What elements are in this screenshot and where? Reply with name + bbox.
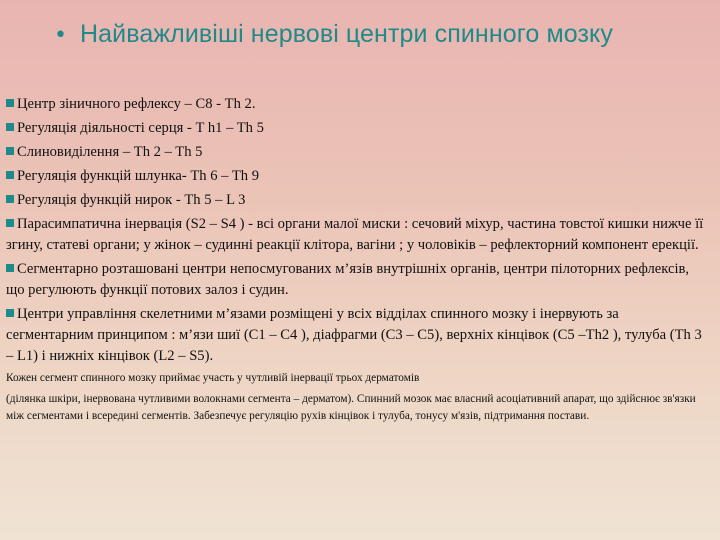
list-item: [6, 214, 710, 256]
list-item-text: Парасимпатична інервація (S2 – S4 ) - всі органи малої миски : сечовий міхур, частина товстої кишки нижче її згину, статеві органи; у жінок – судинні реакції клітора, вагіни ; у чоловіків – рефлекторний компонент ерекції.: [6, 216, 704, 253]
bullet-list: [6, 94, 710, 425]
square-bullet-icon: [6, 123, 14, 131]
list-item: [6, 94, 710, 115]
list-item: [6, 259, 710, 301]
square-bullet-icon: [6, 171, 14, 179]
slide-title: Найважливіші нервові центри спинного мозку: [80, 20, 613, 48]
list-item-text: Центр зіничного рефлексу – С8 - Th 2.: [17, 96, 256, 112]
list-item-text: Слиновиділення – Th 2 – Th 5: [17, 144, 203, 160]
square-bullet-icon: [6, 264, 14, 272]
list-item-text: Регуляція функцій нирок - Th 5 – L 3: [17, 192, 246, 208]
list-item-text: Регуляція функцій шлунка- Th 6 – Th 9: [17, 168, 260, 184]
square-bullet-icon: [6, 219, 14, 227]
title-bullet-icon: •: [54, 23, 67, 48]
slide-title-row: [54, 20, 694, 49]
list-item: [6, 304, 710, 367]
footnote-text: Кожен сегмент спинного мозку приймає участь у чутливій інервації трьох дерматомів: [6, 372, 420, 384]
list-item-text: Регуляція діяльності серця - T h1 – Th 5: [17, 120, 264, 136]
list-item-text: Центри управління скелетними м’язами розміщені у всіх відділах спинного мозку і інервують за сегментарним принципом : м’язи шиї (С1 – С4 ), діафрагми (С3 – С5), верхніх кінцівок (С5 –Th2 ), тулуба (Th 3 – L1) і нижніх кінцівок (L2 – S5).: [6, 306, 702, 364]
footnote-paragraph: (ділянка шкіри, інервована чутливими волокнами сегмента – дерматом). Спинний мозок має власний асоціативний апарат, що здійснює зв'язки між сегментами і всередині сегментів. Забезпечує регуляцію рухів кінцівок і тулуба, тонусу м'язів, підтримання постави.: [6, 393, 696, 422]
square-bullet-icon: [6, 309, 14, 317]
square-bullet-icon: [6, 99, 14, 107]
list-item: [6, 190, 710, 211]
list-item: [6, 118, 710, 139]
square-bullet-icon: [6, 195, 14, 203]
list-item: [6, 142, 710, 163]
list-item-text: Сегментарно розташовані центри непосмугованих м’язів внутрішніх органів, центри пілоторних рефлексів, що регулюють функції потових залоз і судин.: [6, 261, 690, 298]
list-item: [6, 166, 710, 187]
square-bullet-icon: [6, 147, 14, 155]
